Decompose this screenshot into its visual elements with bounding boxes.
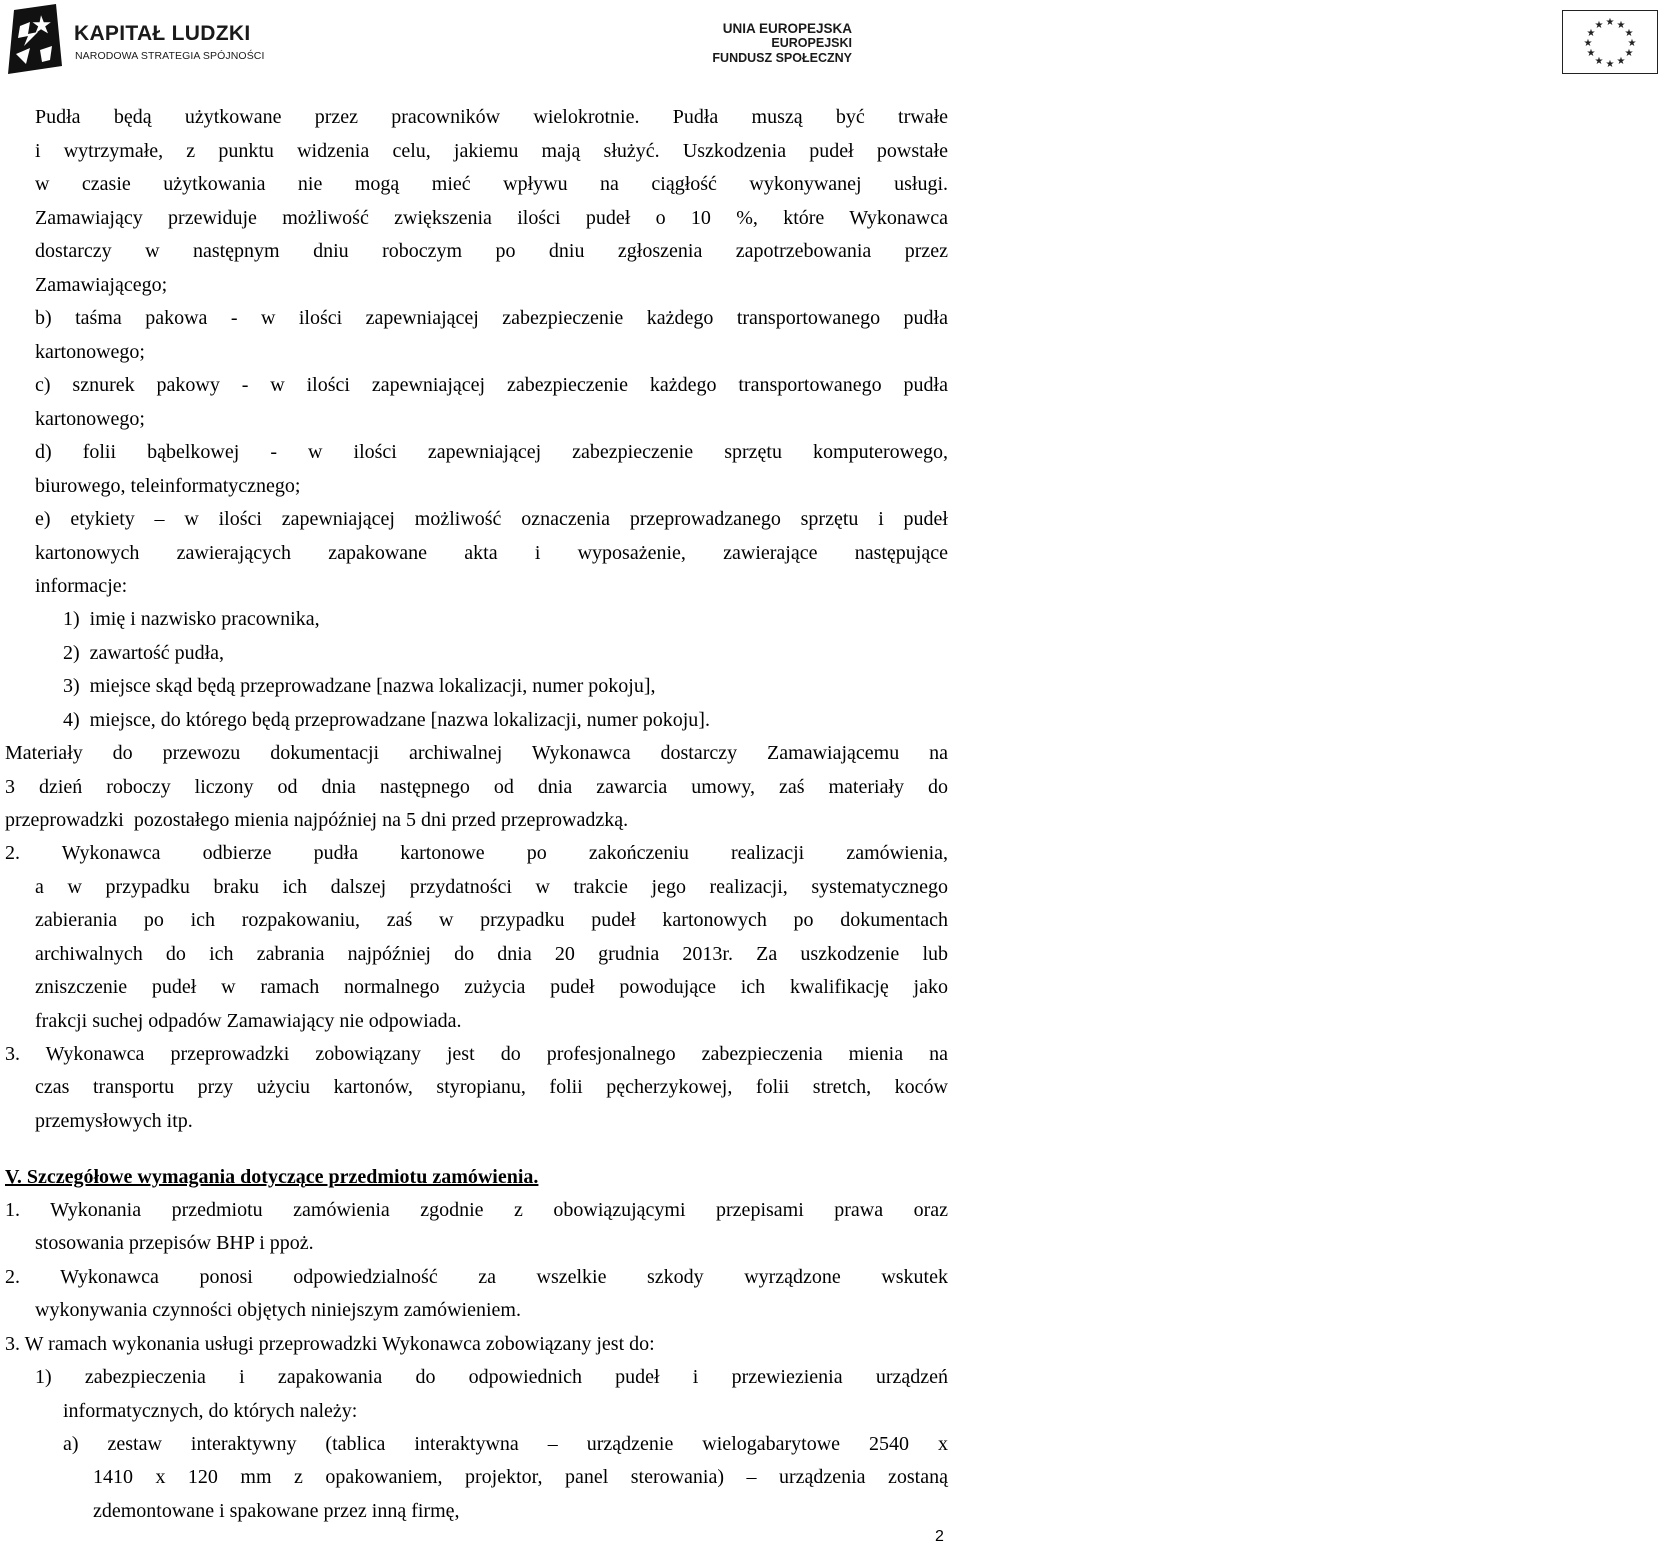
eu-logo-line2: EUROPEJSKI: [771, 36, 852, 50]
list-item: a) zestaw interaktywny (tablica interaktywna – urządzenie wielogabarytowe 2540 x: [63, 1433, 948, 1455]
body-line: w czasie użytkowania nie mogą mieć wpływu na ciągłość wykonywanej usługi.: [35, 173, 948, 195]
svg-text:★: ★: [1624, 48, 1634, 59]
eu-logo: [700, 10, 1637, 74]
list-item: informatycznych, do których należy:: [63, 1400, 358, 1422]
list-item: 4) miejsce, do którego będą przeprowadzane [nazwa lokalizacji, numer pokoju].: [63, 709, 710, 731]
list-item: 1) imię i nazwisko pracownika,: [63, 608, 320, 630]
body-line: 2. Wykonawca odbierze pudła kartonowe po zakończeniu realizacji zamówienia,: [5, 842, 948, 864]
list-item: 1) zabezpieczenia i zapakowania do odpowiednich pudeł i przewiezienia urządzeń: [35, 1366, 948, 1388]
list-item: 2) zawartość pudła,: [63, 642, 225, 664]
body-line: d) folii bąbelkowej - w ilości zapewniającej zabezpieczenie sprzętu komputerowego,: [35, 441, 948, 463]
body-line: e) etykiety – w ilości zapewniającej możliwość oznaczenia przeprowadzanego sprzętu i pudeł: [35, 508, 948, 530]
body-line: Materiały do przewozu dokumentacji archiwalnej Wykonawca dostarczy Zamawiającemu na: [5, 742, 948, 764]
body-line: wykonywania czynności objętych niniejszym zamówieniem.: [35, 1299, 521, 1321]
svg-text:★: ★: [1586, 28, 1596, 39]
body-line: informacje:: [35, 575, 128, 597]
body-line: kartonowych zawierających zapakowane akta i wyposażenie, zawierające następujące: [35, 542, 948, 564]
body-line: c) sznurek pakowy - w ilości zapewniającej zabezpieczenie każdego transportowanego pudła: [35, 374, 948, 396]
body-line: 3. W ramach wykonania usługi przeprowadzki Wykonawca zobowiązany jest do:: [5, 1333, 655, 1355]
kapital-ludzki-emblem-icon: [6, 4, 64, 74]
eu-logo-line3: FUNDUSZ SPOŁECZNY: [712, 51, 852, 65]
page-header: [0, 0, 1637, 80]
body-line: stosowania przepisów BHP i ppoż.: [35, 1232, 314, 1254]
svg-text:★: ★: [1605, 17, 1615, 28]
svg-text:★: ★: [1583, 38, 1593, 49]
body-line: Zamawiający przewiduje możliwość zwiększenia ilości pudeł o 10 %, które Wykonawca: [35, 207, 948, 229]
list-item: 1410 x 120 mm z opakowaniem, projektor, panel sterowania) – urządzenia zostaną: [93, 1466, 948, 1488]
svg-text:★: ★: [1594, 56, 1604, 67]
body-line: przeprowadzki pozostałego mienia najpóźniej na 5 dni przed przeprowadzką.: [5, 809, 629, 831]
body-line: 2. Wykonawca ponosi odpowiedzialność za wszelkie szkody wyrządzone wskutek: [5, 1266, 948, 1288]
body-line: Pudła będą użytkowane przez pracowników wielokrotnie. Pudła muszą być trwałe: [35, 106, 948, 128]
kapital-ludzki-logo: [6, 4, 265, 74]
page-number: 2: [935, 1528, 944, 1545]
body-line: przemysłowych itp.: [35, 1110, 193, 1132]
body-line: zabierania po ich rozpakowaniu, zaś w przypadku pudeł kartonowych po dokumentach: [35, 909, 948, 931]
svg-text:★: ★: [1616, 56, 1626, 67]
eu-flag-icon: [1562, 10, 1658, 74]
body-line: czas transportu przy użyciu kartonów, styropianu, folii pęcherzykowej, folii stretch, koców: [35, 1076, 948, 1098]
body-line: 3. Wykonawca przeprowadzki zobowiązany jest do profesjonalnego zabezpieczenia mienia na: [5, 1043, 948, 1065]
body-line: i wytrzymałe, z punktu widzenia celu, jakiemu mają służyć. Uszkodzenia pudeł powstałe: [35, 140, 948, 162]
svg-text:★: ★: [1605, 59, 1615, 70]
kapital-ludzki-subtitle: NARODOWA STRATEGIA SPÓJNOŚCI: [75, 50, 265, 62]
eu-logo-text: [712, 21, 852, 66]
svg-text:★: ★: [1616, 20, 1626, 31]
body-line: dostarczy w następnym dniu roboczym po dniu zgłoszenia zapotrzebowania przez: [35, 240, 948, 262]
svg-text:★: ★: [1624, 28, 1634, 39]
body-line: kartonowego;: [35, 341, 145, 363]
svg-text:★: ★: [1594, 20, 1604, 31]
body-line: a w przypadku braku ich dalszej przydatności w trakcie jego realizacji, systematycznego: [35, 876, 948, 898]
body-line: 3 dzień roboczy liczony od dnia następnego od dnia zawarcia umowy, zaś materiały do: [5, 776, 948, 798]
svg-text:★: ★: [1586, 48, 1596, 59]
list-item: 3) miejsce skąd będą przeprowadzane [nazwa lokalizacji, numer pokoju],: [63, 675, 656, 697]
body-line: b) taśma pakowa - w ilości zapewniającej zabezpieczenie każdego transportowanego pudła: [35, 307, 948, 329]
list-item: zdemontowane i spakowane przez inną firmę,: [93, 1500, 460, 1522]
body-line: Zamawiającego;: [35, 274, 168, 296]
body-line: 1. Wykonania przedmiotu zamówienia zgodnie z obowiązującymi przepisami prawa oraz: [5, 1199, 948, 1221]
body-line: biurowego, teleinformatycznego;: [35, 475, 301, 497]
kapital-ludzki-title: KAPITAŁ LUDZKI: [74, 22, 251, 45]
section-heading: V. Szczegółowe wymagania dotyczące przedmiotu zamówienia.: [5, 1166, 539, 1188]
svg-text:★: ★: [1627, 38, 1637, 49]
body-line: frakcji suchej odpadów Zamawiający nie odpowiada.: [35, 1010, 462, 1032]
body-line: archiwalnych do ich zabrania najpóźniej do dnia 20 grudnia 2013r. Za uszkodzenie lub: [35, 943, 948, 965]
body-line: zniszczenie pudeł w ramach normalnego zużycia pudeł powodujące ich kwalifikację jako: [35, 976, 948, 998]
eu-logo-line1: UNIA EUROPEJSKA: [722, 21, 852, 36]
body-line: kartonowego;: [35, 408, 145, 430]
